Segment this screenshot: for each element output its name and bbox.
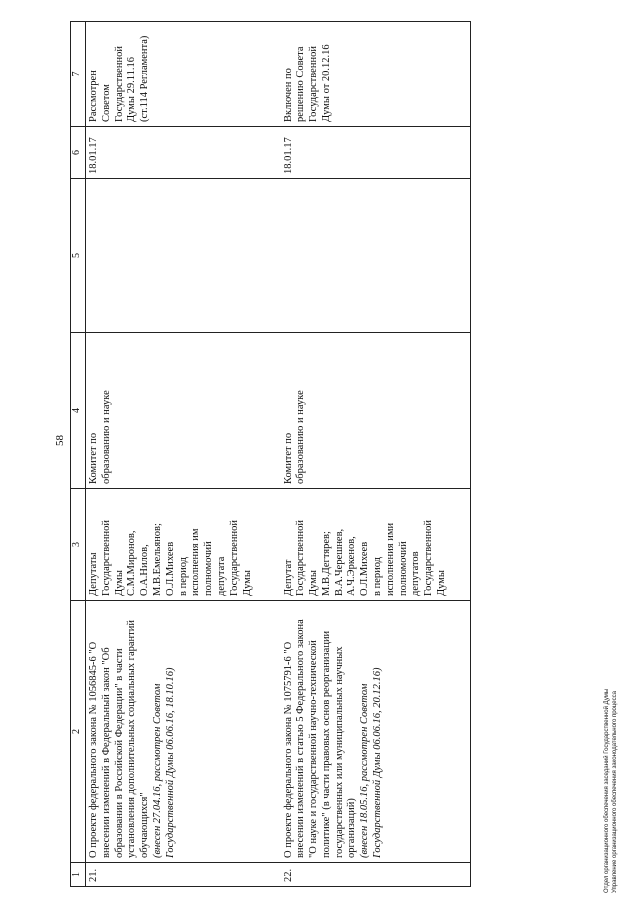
column-5-cell	[281, 179, 471, 333]
bill-title: О проекте федерального закона № 1056845-6 "О внесении изменений в Федеральный закон "Об образовании в Российской Федерации" в части установления дополнительных социальных гарантий обучающихся"	[88, 620, 151, 858]
header-cell: 1	[71, 863, 86, 887]
footer-directorate: Управление организационного обеспечения законодательного процесса	[612, 691, 618, 893]
review-date: 18.01.17	[281, 127, 471, 179]
bill-description	[86, 601, 281, 863]
table-row	[281, 22, 471, 887]
header-cell: 6	[71, 127, 86, 179]
bill-note: (внесен 18.05.16, рассмотрен Советом Государственной Думы 06.06.16, 20.12.16)	[359, 667, 384, 858]
bill-title: О проекте федерального закона № 1075791-6 "О внесении изменений в статью 5 Федерального закона "О науке и государственной научно-технической политике" (в части правовых основ реорганизации государственных или муниципальных научных организаций)	[282, 619, 358, 858]
responsible-committee: Комитет по образованию и науке	[86, 333, 281, 489]
header-cell: 7	[71, 22, 86, 127]
table-row	[86, 22, 281, 887]
bill-description	[281, 601, 471, 863]
column-5-cell	[86, 179, 281, 333]
bills-table	[70, 21, 471, 887]
bill-status: Включен по решению Совета Государственной Думы от 20.12.16	[281, 22, 471, 127]
header-row	[71, 22, 86, 887]
header-cell: 2	[71, 601, 86, 863]
bill-status: Рассмотрен Советом Государственной Думы 29.11.16 (ст.114 Регламента)	[86, 22, 281, 127]
bill-initiator: Депутат Государственной Думы М.В.Дегтярев; В.А.Черешнев, А.Ч.Эркенов, О.Л.Михеев в период исполнения ими полномочий депутатов Государственной Думы	[281, 489, 471, 601]
review-date: 18.01.17	[86, 127, 281, 179]
header-cell: 4	[71, 333, 86, 489]
bill-initiator: Депутаты Государственной Думы С.М.Миронов, О.А.Нилов, М.В.Емельянов; О.Л.Михеев в период исполнения им полномочий депутата Государственной Думы	[86, 489, 281, 601]
footer-department: Отдел организационного обеспечения заседаний Государственной Думы	[604, 688, 610, 893]
row-number: 22.	[281, 863, 471, 887]
responsible-committee: Комитет по образованию и науке	[281, 333, 471, 489]
page-number: 58	[54, 435, 66, 446]
rotated-page	[70, 22, 630, 887]
row-number: 21.	[86, 863, 281, 887]
bill-note: (внесен 27.04.16, рассмотрен Советом Государственной Думы 06.06.16, 18.10.16)	[151, 667, 176, 858]
header-cell: 3	[71, 489, 86, 601]
header-cell: 5	[71, 179, 86, 333]
